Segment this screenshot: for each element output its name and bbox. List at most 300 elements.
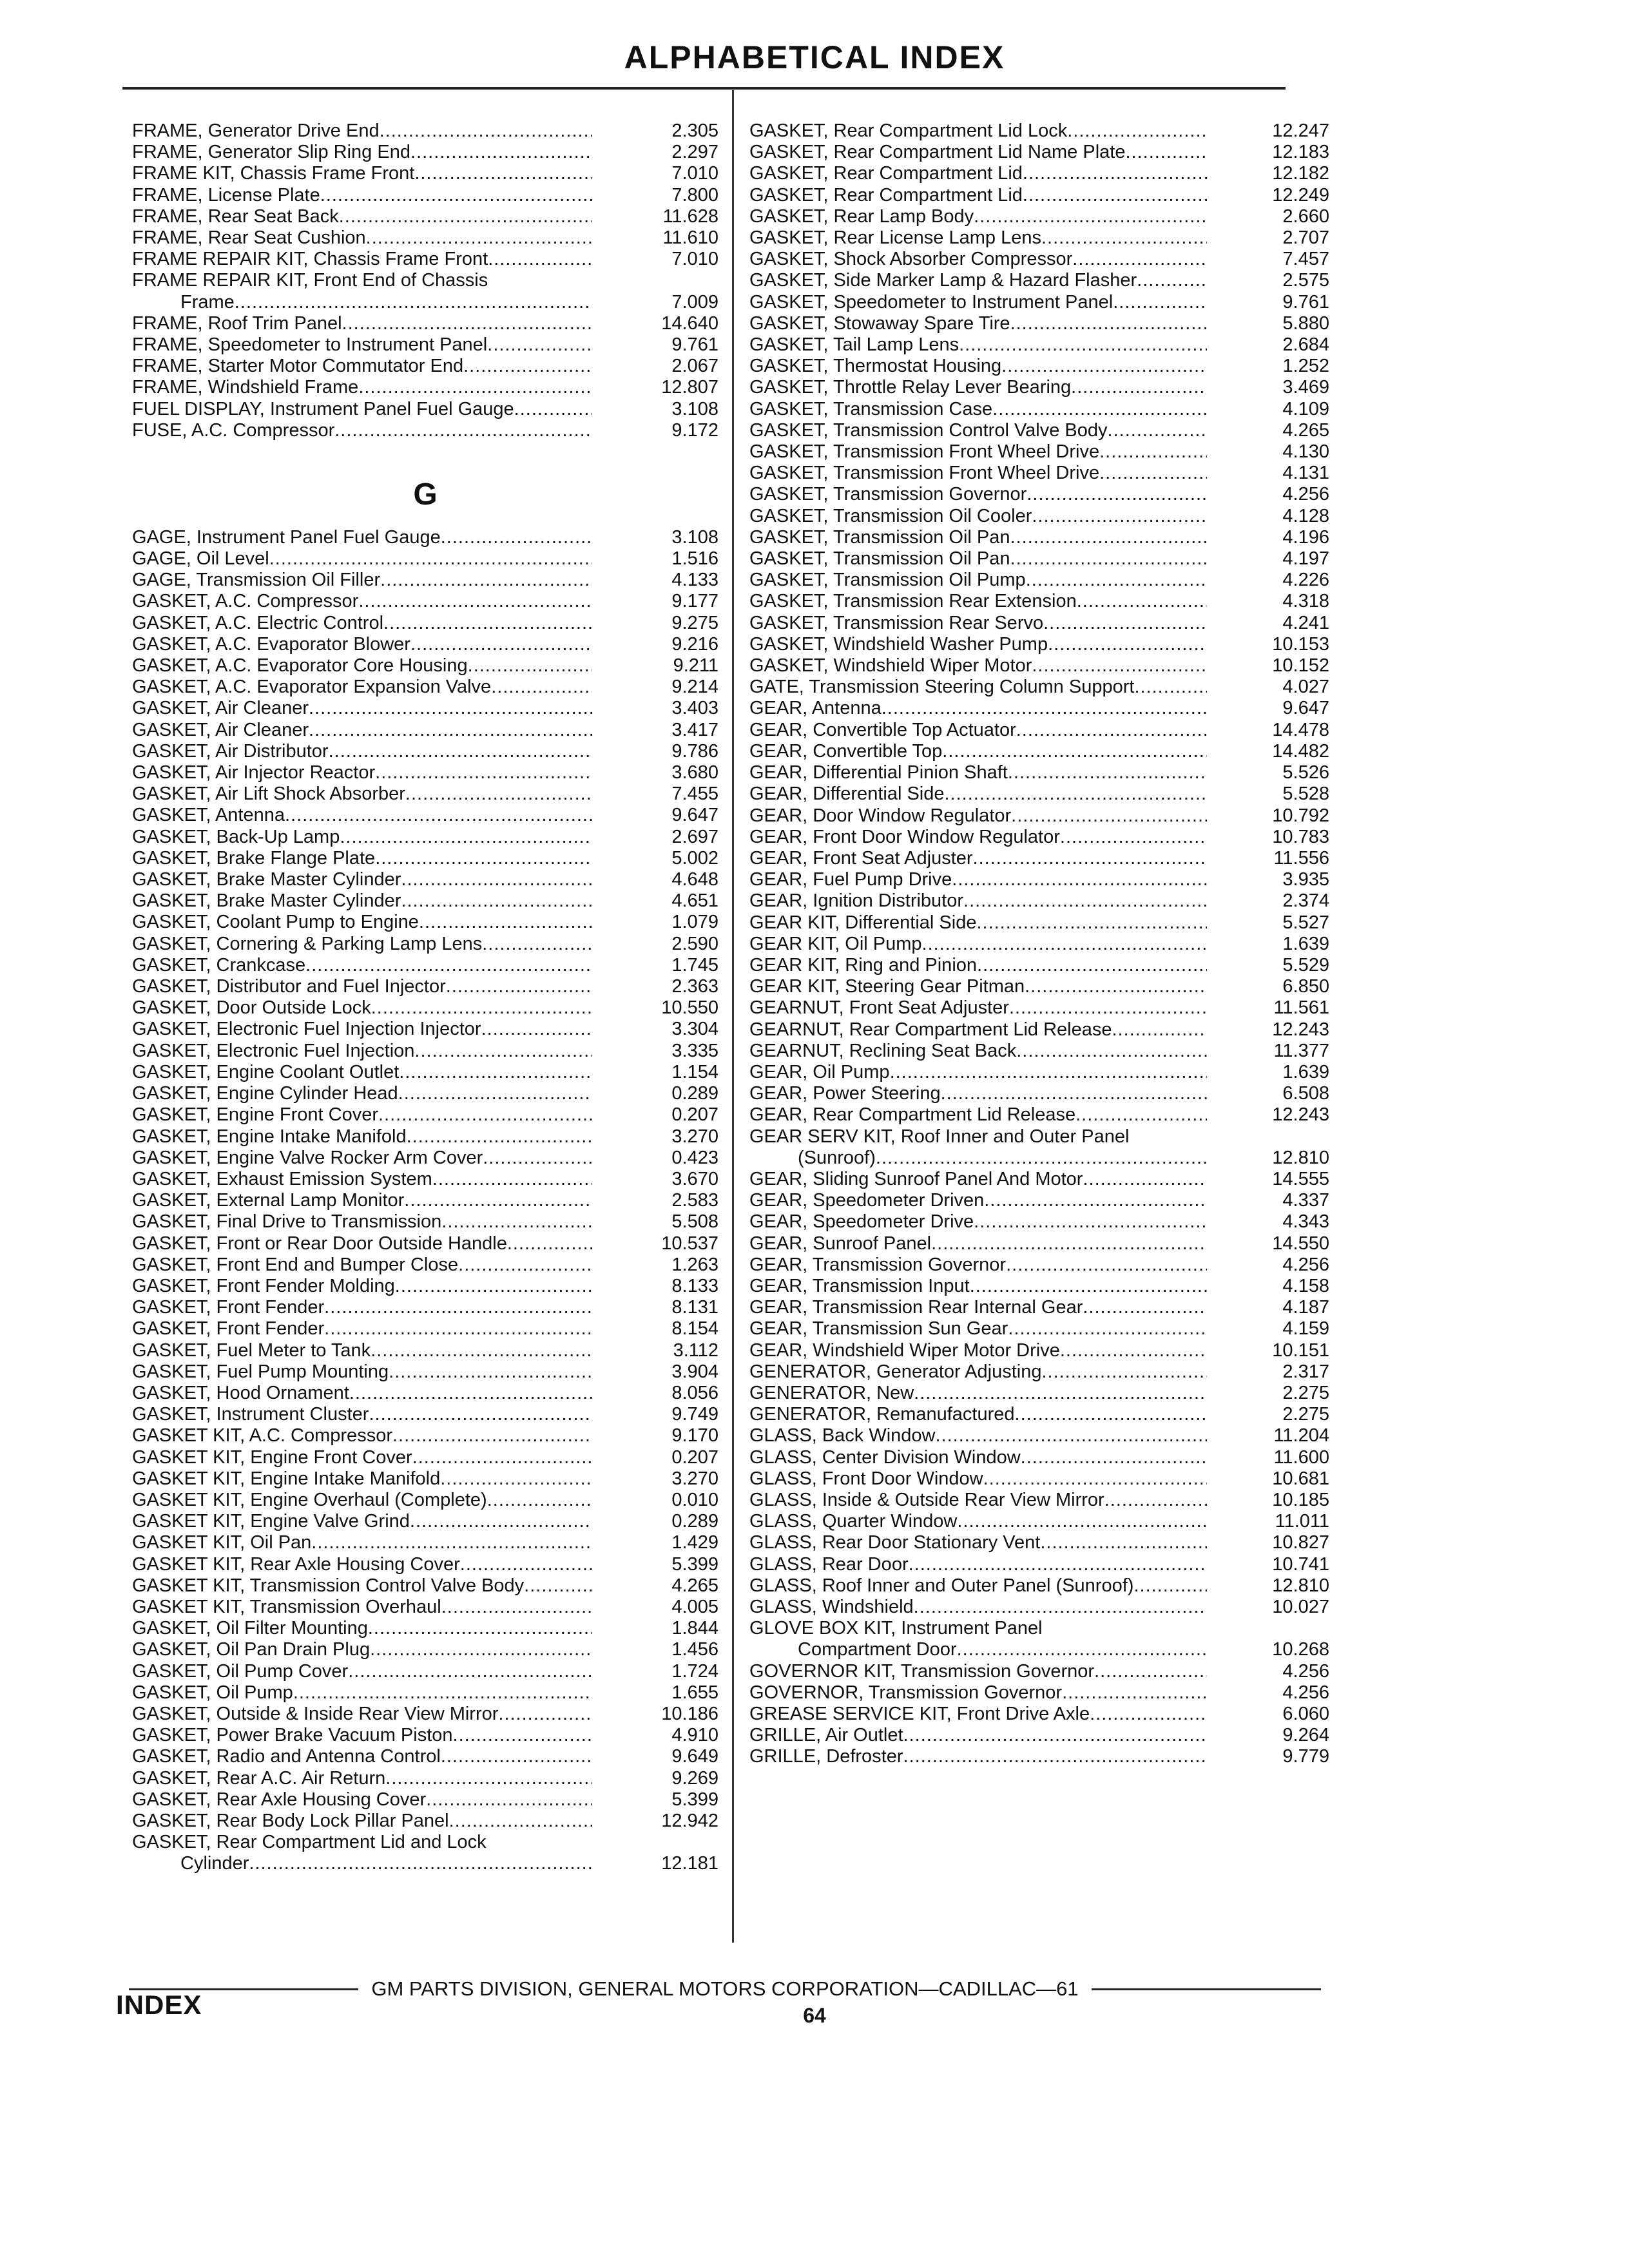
leader-dots — [483, 1148, 592, 1169]
index-entry — [749, 1254, 1329, 1276]
leader-dots — [1133, 1575, 1207, 1597]
entry-page: 11.610 — [662, 227, 718, 249]
leader-dots — [339, 206, 592, 227]
entry-page: 5.529 — [1282, 954, 1329, 975]
leader-dots — [349, 1383, 592, 1404]
index-entry-wrapped — [132, 270, 718, 312]
leader-dots — [392, 1425, 592, 1446]
index-entry — [749, 1425, 1329, 1446]
entry-page: 2.684 — [1282, 334, 1329, 356]
entry-page: 14.550 — [1272, 1233, 1329, 1254]
leader-dots — [460, 1554, 592, 1575]
entry-page: 12.243 — [1272, 1104, 1329, 1126]
leader-dots — [1125, 142, 1207, 163]
leader-dots — [1113, 292, 1207, 313]
index-entry — [749, 1468, 1329, 1490]
leader-dots — [1015, 1404, 1207, 1425]
entry-label: GASKET, Back-Up Lamp — [132, 826, 340, 847]
column-divider — [732, 90, 734, 1943]
index-entry — [132, 1233, 718, 1254]
entry-label: GAGE, Oil Level — [132, 548, 269, 570]
entry-page: 10.268 — [1272, 1639, 1329, 1660]
index-entry — [132, 1318, 718, 1340]
entry-page: 4.158 — [1282, 1275, 1329, 1296]
leader-dots — [324, 1297, 592, 1318]
leader-dots — [334, 420, 592, 441]
entry-label: GASKET, Final Drive to Transmission — [132, 1211, 442, 1233]
index-entry — [749, 570, 1329, 591]
leader-dots — [1048, 634, 1207, 655]
entry-label: GASKET, Front Fender — [132, 1318, 325, 1340]
index-entry — [132, 313, 718, 334]
leader-dots — [482, 934, 592, 955]
entry-label: GREASE SERVICE KIT, Front Drive Axle — [749, 1704, 1090, 1725]
entry-page: 9.264 — [1282, 1725, 1329, 1746]
entry-page: 4.651 — [671, 890, 718, 912]
leader-dots — [309, 720, 592, 741]
leader-dots — [269, 548, 592, 570]
entry-label: GEAR, Transmission Governor — [749, 1254, 1007, 1275]
leader-dots — [1083, 1169, 1207, 1190]
entry-label: GASKET, Hood Ornament — [132, 1382, 349, 1403]
entry-page: 2.067 — [671, 356, 718, 377]
entry-label: GASKET, Brake Master Cylinder — [132, 869, 401, 890]
entry-label: FRAME, Roof Trim Panel — [132, 312, 342, 334]
index-entry — [132, 1768, 718, 1789]
entry-label: GASKET KIT, Rear Axle Housing Cover — [132, 1553, 460, 1575]
entry-page: 11.561 — [1273, 997, 1329, 1019]
index-entry — [749, 591, 1329, 612]
leader-dots — [914, 1383, 1207, 1404]
leader-dots — [1010, 548, 1207, 570]
leader-dots — [1021, 1447, 1207, 1468]
index-entry — [749, 1575, 1329, 1597]
entry-page: 5.002 — [671, 847, 718, 869]
entry-label: FUEL DISPLAY, Instrument Panel Fuel Gauge — [132, 398, 514, 419]
footer-text: GM PARTS DIVISION, GENERAL MOTORS CORPORATION—CADILLAC—61 — [371, 1977, 1079, 2000]
entry-page: 0.289 — [671, 1511, 718, 1532]
index-entry — [132, 356, 718, 377]
index-entry — [749, 805, 1329, 827]
index-entry — [132, 634, 718, 655]
entry-label: GASKET, Air Cleaner — [132, 719, 309, 740]
entry-label: GAGE, Instrument Panel Fuel Gauge — [132, 526, 441, 548]
entry-page: 9.211 — [673, 655, 718, 677]
entry-page: 3.935 — [1282, 869, 1329, 890]
index-entry — [132, 1704, 718, 1725]
index-entry — [749, 270, 1329, 291]
entry-page: 3.670 — [671, 1168, 718, 1189]
leader-dots — [507, 1233, 592, 1254]
entry-label: GASKET, Rear Lamp Body — [749, 206, 974, 227]
index-entry — [132, 1811, 718, 1832]
entry-page: 6.508 — [1282, 1083, 1329, 1104]
entry-page: 9.275 — [671, 612, 718, 633]
entry-label: GASKET, Fuel Meter to Tank — [132, 1340, 371, 1361]
entry-page: 2.297 — [671, 142, 718, 163]
right-list-a — [749, 120, 1329, 1126]
index-entry — [132, 527, 718, 548]
entry-label: GENERATOR, Remanufactured — [749, 1404, 1015, 1425]
index-entry — [132, 805, 718, 826]
entry-page: 5.526 — [1282, 762, 1329, 783]
leader-dots — [1075, 1104, 1207, 1126]
entry-label: GASKET, Engine Coolant Outlet — [132, 1061, 400, 1082]
leader-dots — [235, 292, 592, 313]
index-entry — [749, 120, 1329, 142]
entry-page: 9.749 — [671, 1404, 718, 1425]
index-entry — [749, 1404, 1329, 1425]
leader-dots — [348, 1661, 592, 1682]
leader-dots — [441, 1597, 592, 1618]
leader-dots — [974, 206, 1207, 227]
index-entry — [132, 698, 718, 719]
leader-dots — [1023, 163, 1207, 184]
entry-page: 8.056 — [671, 1382, 718, 1403]
index-entry — [749, 890, 1329, 912]
index-entry-wrapped — [749, 1126, 1329, 1169]
index-entry — [132, 1254, 718, 1276]
leader-dots — [957, 1639, 1207, 1660]
entry-page: 3.112 — [673, 1340, 718, 1361]
entry-page: 11.377 — [1273, 1040, 1329, 1061]
entry-page: 11.628 — [662, 206, 718, 227]
index-entry — [132, 420, 718, 441]
entry-label: GENERATOR, New — [749, 1382, 914, 1403]
leader-dots — [942, 741, 1207, 762]
entry-page: 10.783 — [1272, 826, 1329, 847]
leader-dots — [371, 997, 592, 1019]
entry-page: 5.399 — [671, 1553, 718, 1575]
entry-page: 14.555 — [1272, 1168, 1329, 1189]
leader-dots — [952, 869, 1207, 890]
entry-page: 2.317 — [1282, 1361, 1329, 1382]
index-entry — [749, 634, 1329, 655]
entry-label-line2: (Sunroof) — [798, 1147, 876, 1168]
entry-page: 10.152 — [1272, 655, 1329, 677]
index-entry — [132, 1725, 718, 1746]
entry-label: GEAR, Antenna — [749, 698, 882, 719]
entry-page: 1.745 — [671, 954, 718, 975]
index-entry — [749, 1233, 1329, 1254]
leader-dots — [410, 1511, 592, 1532]
section-letter: G — [413, 477, 438, 512]
entry-page: 4.187 — [1282, 1297, 1329, 1318]
entry-label: GASKET, Transmission Oil Cooler — [749, 505, 1032, 526]
leader-dots — [1008, 762, 1207, 783]
entry-label: GASKET, Throttle Relay Lever Bearing — [749, 377, 1072, 398]
index-entry — [132, 613, 718, 634]
entry-label: GASKET, Distributor and Fuel Injector — [132, 976, 446, 997]
entry-label: GASKET, Shock Absorber Compressor — [749, 249, 1073, 270]
entry-page: 7.010 — [671, 249, 718, 270]
leader-dots — [389, 1361, 592, 1383]
entry-label-line1: GLOVE BOX KIT, Instrument Panel — [749, 1618, 1043, 1639]
leader-dots — [1071, 377, 1207, 398]
left-column — [132, 120, 718, 1875]
entry-page: 2.374 — [1282, 890, 1329, 912]
entry-page: 12.249 — [1272, 184, 1329, 206]
index-entry — [749, 783, 1329, 805]
leader-dots — [1099, 463, 1207, 484]
leader-dots — [1043, 613, 1207, 634]
leader-dots — [342, 313, 592, 334]
index-entry — [132, 227, 718, 249]
index-entry — [132, 1575, 718, 1597]
entry-label: GASKET, Brake Flange Plate — [132, 847, 376, 869]
leader-dots — [366, 227, 592, 249]
index-entry — [749, 356, 1329, 377]
index-entry — [749, 1041, 1329, 1062]
index-entry — [132, 1041, 718, 1062]
index-entry — [749, 1704, 1329, 1725]
index-entry — [749, 1490, 1329, 1511]
leader-dots — [1104, 1490, 1207, 1511]
entry-page: 0.207 — [671, 1104, 718, 1126]
entry-label: GOVERNOR, Transmission Governor — [749, 1682, 1063, 1703]
entry-label: GASKET, Air Injector Reactor — [132, 762, 376, 783]
entry-page: 9.170 — [671, 1425, 718, 1446]
leader-dots — [1077, 591, 1207, 612]
leader-dots — [1062, 1682, 1207, 1704]
entry-label: GASKET, Oil Pan Drain Plug — [132, 1639, 371, 1660]
index-entry — [132, 762, 718, 783]
index-entry — [749, 420, 1329, 441]
index-entry — [749, 377, 1329, 398]
leader-dots — [441, 1746, 592, 1767]
entry-label: GASKET, Crankcase — [132, 954, 306, 975]
index-entry — [749, 463, 1329, 484]
right-column — [749, 120, 1329, 1768]
entry-page: 12.182 — [1272, 163, 1329, 184]
leader-dots — [441, 1211, 592, 1233]
index-entry — [749, 1554, 1329, 1575]
entry-label: GASKET, Transmission Governor — [749, 484, 1027, 505]
index-entry — [749, 698, 1329, 719]
entry-label: GEAR, Speedometer Drive — [749, 1211, 974, 1233]
index-entry — [749, 1511, 1329, 1532]
leader-dots — [487, 334, 592, 356]
entry-label: GASKET, Transmission Rear Extension — [749, 591, 1077, 612]
index-entry — [749, 912, 1329, 934]
index-entry — [132, 677, 718, 698]
leader-dots — [385, 1768, 592, 1789]
entry-label: GASKET, Engine Front Cover — [132, 1104, 378, 1126]
leader-dots — [309, 698, 592, 719]
index-entry — [132, 1083, 718, 1104]
entry-page: 10.153 — [1272, 633, 1329, 655]
entry-page: 1.154 — [671, 1061, 718, 1082]
index-entry — [132, 934, 718, 955]
index-entry — [749, 1276, 1329, 1297]
entry-label: GEAR KIT, Differential Side — [749, 912, 977, 933]
index-entry — [749, 399, 1329, 420]
entry-page: 4.197 — [1282, 548, 1329, 570]
entry-page: 10.537 — [661, 1233, 718, 1254]
entry-label: GLASS, Windshield — [749, 1597, 914, 1618]
leader-dots — [329, 741, 592, 762]
index-entry — [749, 1361, 1329, 1383]
entry-label: FRAME, Rear Seat Back — [132, 206, 339, 227]
entry-page: 4.256 — [1282, 1254, 1329, 1275]
leader-dots — [963, 890, 1207, 912]
entry-page: 4.027 — [1282, 677, 1329, 698]
entry-label: FRAME KIT, Chassis Frame Front — [132, 163, 415, 184]
leader-dots — [1006, 1254, 1207, 1276]
entry-page: 4.241 — [1282, 612, 1329, 633]
leader-dots — [1011, 805, 1207, 827]
entry-page: 4.196 — [1282, 526, 1329, 548]
entry-page: 7.009 — [671, 291, 718, 312]
leader-dots — [369, 1404, 592, 1425]
entry-page: 2.275 — [1282, 1404, 1329, 1425]
entry-label: GEAR, Rear Compartment Lid Release — [749, 1104, 1076, 1126]
entry-label: GEAR, Speedometer Driven — [749, 1190, 985, 1211]
index-entry — [749, 1083, 1329, 1104]
index-entry — [749, 249, 1329, 270]
entry-page: 3.335 — [671, 1040, 718, 1061]
entry-page: 10.027 — [1272, 1597, 1329, 1618]
index-entry — [132, 1169, 718, 1190]
entry-label: GLASS, Quarter Window — [749, 1511, 958, 1532]
leader-dots — [1099, 441, 1207, 463]
leader-dots — [371, 1340, 592, 1361]
leader-dots — [1010, 313, 1207, 334]
entry-label: GASKET, Rear Body Lock Pillar Panel — [132, 1811, 449, 1831]
entry-page: 3.304 — [671, 1019, 718, 1040]
index-entry — [132, 570, 718, 591]
entry-page: 3.270 — [671, 1468, 718, 1489]
entry-page: 4.318 — [1282, 591, 1329, 612]
entry-label: GLASS, Center Division Window — [749, 1446, 1021, 1468]
leader-dots — [324, 1318, 592, 1340]
entry-label: GASKET, Rear Compartment Lid — [749, 184, 1023, 206]
index-entry — [132, 1511, 718, 1532]
index-entry — [749, 1725, 1329, 1746]
entry-label: GASKET KIT, A.C. Compressor — [132, 1425, 392, 1446]
leader-dots — [426, 1789, 592, 1811]
entry-page: 5.880 — [1282, 312, 1329, 334]
entry-page: 4.226 — [1282, 570, 1329, 591]
index-entry — [132, 1297, 718, 1318]
index-entry — [132, 1682, 718, 1704]
entry-label: GEAR KIT, Steering Gear Pitman — [749, 976, 1025, 997]
entry-page: 3.469 — [1282, 377, 1329, 398]
entry-label: GASKET KIT, Engine Intake Manifold — [132, 1468, 441, 1489]
leader-dots — [401, 869, 592, 890]
entry-page: 4.265 — [671, 1575, 718, 1596]
leader-dots — [404, 1190, 592, 1211]
index-entry — [132, 1361, 718, 1383]
entry-page: 9.214 — [671, 677, 718, 698]
entry-label: GASKET KIT, Transmission Overhaul — [132, 1596, 441, 1617]
leader-dots — [876, 1148, 1207, 1169]
index-entry — [132, 334, 718, 356]
index-entry — [749, 292, 1329, 313]
index-entry — [132, 1211, 718, 1233]
entry-label: GASKET, External Lamp Monitor — [132, 1190, 405, 1211]
entry-page: 4.005 — [671, 1596, 718, 1617]
leader-dots — [931, 1233, 1207, 1254]
index-entry — [132, 1661, 718, 1682]
entry-page: 9.761 — [671, 334, 718, 356]
index-entry — [132, 741, 718, 762]
leader-dots — [368, 1618, 592, 1639]
leader-dots — [1083, 1297, 1207, 1318]
entry-label: GEAR, Sliding Sunroof Panel And Motor — [749, 1168, 1083, 1189]
entry-label-line1: FRAME REPAIR KIT, Front End of Chassis — [132, 270, 488, 291]
leader-dots — [375, 848, 592, 869]
leader-dots — [395, 1276, 592, 1297]
entry-page: 14.640 — [661, 312, 718, 334]
index-entry — [749, 527, 1329, 548]
index-entry — [749, 613, 1329, 634]
index-entry-wrapped — [132, 1832, 718, 1874]
index-entry — [132, 955, 718, 976]
entry-page: 12.810 — [1272, 1575, 1329, 1596]
index-entry — [132, 548, 718, 570]
entry-label: GASKET, Front or Rear Door Outside Handle — [132, 1233, 507, 1254]
leader-dots — [419, 912, 592, 933]
index-entry — [132, 827, 718, 848]
entry-label: GASKET, Front Fender — [132, 1297, 325, 1318]
leader-dots — [468, 655, 592, 677]
index-entry — [132, 720, 718, 741]
entry-page: 1.252 — [1282, 356, 1329, 377]
leader-dots — [1032, 655, 1207, 677]
entry-label: FRAME, Generator Slip Ring End — [132, 142, 410, 163]
index-entry — [749, 1019, 1329, 1041]
entry-label: GASKET, Rear A.C. Air Return — [132, 1767, 386, 1789]
index-entry — [749, 1318, 1329, 1340]
index-entry — [749, 1297, 1329, 1318]
right-list-b — [749, 1169, 1329, 1618]
index-entry — [132, 377, 718, 398]
entry-page: 6.850 — [1282, 976, 1329, 997]
index-entry — [132, 869, 718, 890]
index-entry — [132, 206, 718, 227]
entry-label: GASKET, Transmission Oil Pan — [749, 526, 1010, 548]
entry-page: 9.649 — [671, 1746, 718, 1767]
index-entry — [132, 1340, 718, 1361]
index-entry — [132, 399, 718, 420]
entry-page: 14.482 — [1272, 740, 1329, 762]
entry-page: 10.185 — [1272, 1490, 1329, 1510]
entry-label: GASKET, Stowaway Spare Tire — [749, 312, 1010, 334]
entry-label: GASKET, Engine Intake Manifold — [132, 1126, 407, 1147]
leader-dots — [380, 570, 592, 591]
left-g-list — [132, 527, 718, 1832]
entry-page: 4.256 — [1282, 484, 1329, 505]
index-entry — [132, 1062, 718, 1083]
left-frame-list-2 — [132, 313, 718, 441]
entry-page: 4.648 — [671, 869, 718, 890]
entry-label: GASKET, A.C. Compressor — [132, 591, 359, 612]
entry-label: FRAME REPAIR KIT, Chassis Frame Front — [132, 249, 488, 270]
leader-dots — [974, 1211, 1207, 1233]
entry-page: 10.151 — [1272, 1340, 1329, 1361]
entry-page: 9.779 — [1282, 1746, 1329, 1767]
entry-page: 12.247 — [1272, 120, 1329, 141]
leader-dots — [1023, 185, 1207, 206]
entry-page: 1.639 — [1282, 933, 1329, 954]
entry-label: FRAME, Speedometer to Instrument Panel — [132, 334, 488, 356]
leader-dots — [285, 805, 592, 826]
entry-page: 10.681 — [1272, 1468, 1329, 1489]
page-number: 64 — [803, 2004, 826, 2027]
index-entry — [132, 1618, 718, 1639]
entry-label: GATE, Transmission Steering Column Support — [749, 677, 1135, 698]
